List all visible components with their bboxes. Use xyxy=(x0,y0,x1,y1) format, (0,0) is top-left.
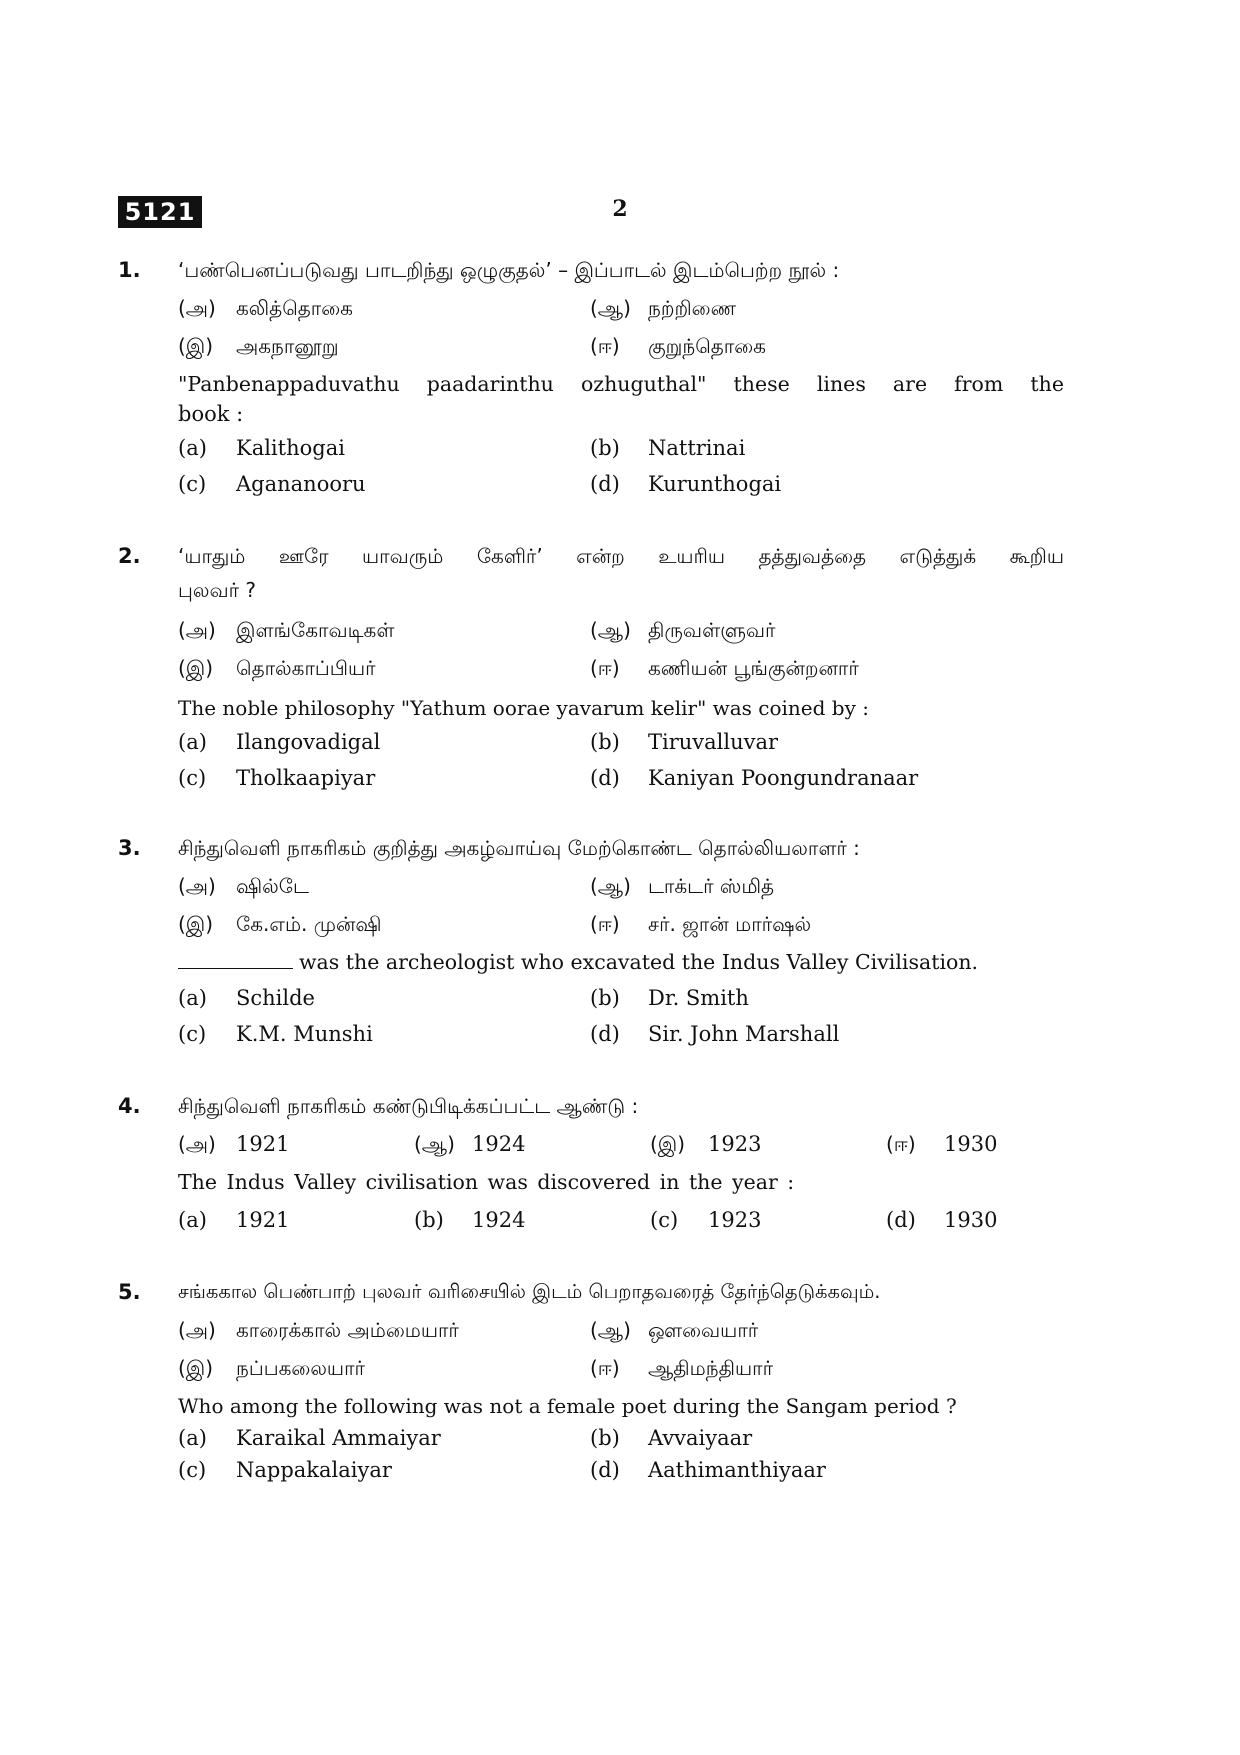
tamil-option-d: (ஈ) ஆதிமந்தியார் xyxy=(590,1356,774,1380)
english-question: "Panbenappaduvathu paadarinthu ozhuguthal" these lines are from the xyxy=(178,372,1064,396)
english-question: Who among the following was not a female poet during the Sangam period ? xyxy=(178,1394,957,1418)
tamil-question-continued: புலவர் ? xyxy=(178,578,257,602)
tamil-option-d: (ஈ) கணியன் பூங்குன்றனார் xyxy=(590,656,859,680)
tamil-question: சங்ககால பெண்பாற் புலவர் வரிசையில் இடம் பெறாதவரைத் தேர்ந்தெடுக்கவும். xyxy=(178,1280,881,1303)
english-question: The noble philosophy "Yathum oorae yavarum kelir" was coined by : xyxy=(178,696,869,720)
tamil-question: சிந்துவெளி நாகரிகம் குறித்து அகழ்வாய்வு மேற்கொண்ட தொல்லியலாளர் : xyxy=(178,836,860,860)
tamil-option-b: (ஆ) நற்றிணை xyxy=(590,296,737,320)
tamil-option-d: (ஈ) குறுந்தொகை xyxy=(590,334,766,358)
english-option-c: (c) 1923 xyxy=(650,1208,762,1232)
english-option-b: (b) Tiruvalluvar xyxy=(590,730,779,754)
question-3 xyxy=(118,836,1064,1056)
page-number: 2 xyxy=(612,196,628,222)
english-option-b: (b) 1924 xyxy=(414,1208,526,1232)
tamil-option-c: (இ) கே.எம். முன்ஷி xyxy=(178,912,382,936)
question-4 xyxy=(118,1094,1064,1244)
question-number: 4. xyxy=(118,1094,141,1118)
tamil-option-d: (ஈ) 1930 xyxy=(886,1132,998,1156)
english-option-b: (b) Dr. Smith xyxy=(590,986,749,1010)
english-option-a: (a) Karaikal Ammaiyar xyxy=(178,1426,441,1450)
tamil-option-c: (இ) அகநானூறு xyxy=(178,334,339,358)
english-option-b: (b) Avvaiyaar xyxy=(590,1426,753,1450)
tamil-option-c: (இ) நப்பகலையார் xyxy=(178,1356,365,1380)
tamil-option-d: (ஈ) சர். ஜான் மார்ஷல் xyxy=(590,912,812,936)
tamil-option-a: (அ) 1921 xyxy=(178,1132,290,1156)
english-option-d: (d) Kaniyan Poongundranaar xyxy=(590,766,919,790)
question-1 xyxy=(118,258,1064,498)
english-question: The Indus Valley civilisation was discovered in the year : xyxy=(178,1170,795,1194)
english-option-a: (a) Kalithogai xyxy=(178,436,345,460)
tamil-option-b: (ஆ) 1924 xyxy=(414,1132,526,1156)
tamil-option-b: (ஆ) ஔவையார் xyxy=(590,1318,759,1342)
tamil-option-b: (ஆ) டாக்டர் ஸ்மித் xyxy=(590,874,775,898)
english-option-c: (c) Nappakalaiyar xyxy=(178,1458,392,1482)
tamil-option-c: (இ) தொல்காப்பியர் xyxy=(178,656,376,680)
answer-blank xyxy=(178,968,293,969)
english-question: was the archeologist who excavated the Indus Valley Civilisation. xyxy=(178,950,1064,974)
question-number: 3. xyxy=(118,836,141,860)
tamil-question: ‘பண்பெனப்படுவது பாடறிந்து ஒழுகுதல்’ – இப்பாடல் இடம்பெற்ற நூல் : xyxy=(178,258,840,282)
english-option-a: (a) Schilde xyxy=(178,986,315,1010)
english-option-a: (a) 1921 xyxy=(178,1208,290,1232)
tamil-option-a: (அ) இளங்கோவடிகள் xyxy=(178,618,395,642)
question-2 xyxy=(118,544,1064,794)
english-option-d: (d) 1930 xyxy=(886,1208,998,1232)
question-number: 5. xyxy=(118,1280,141,1304)
english-question-continued: book : xyxy=(178,402,244,426)
english-option-b: (b) Nattrinai xyxy=(590,436,746,460)
question-5 xyxy=(118,1280,1064,1500)
english-option-c: (c) Agananooru xyxy=(178,472,366,496)
english-option-d: (d) Aathimanthiyaar xyxy=(590,1458,826,1482)
english-option-c: (c) Tholkaapiyar xyxy=(178,766,376,790)
question-number: 2. xyxy=(118,544,141,568)
tamil-option-a: (அ) ஷில்டே xyxy=(178,874,309,898)
question-number: 1. xyxy=(118,258,141,282)
tamil-option-a: (அ) கலித்தொகை xyxy=(178,296,353,320)
english-option-d: (d) Kurunthogai xyxy=(590,472,782,496)
english-option-c: (c) K.M. Munshi xyxy=(178,1022,373,1046)
tamil-option-c: (இ) 1923 xyxy=(650,1132,762,1156)
english-option-d: (d) Sir. John Marshall xyxy=(590,1022,840,1046)
paper-code-badge: 5121 xyxy=(118,196,202,228)
tamil-question: ‘யாதும் ஊரே யாவரும் கேளிர்’ என்ற உயரிய தத்துவத்தை எடுத்துக் கூறிய xyxy=(178,544,1064,568)
english-option-a: (a) Ilangovadigal xyxy=(178,730,381,754)
tamil-option-b: (ஆ) திருவள்ளுவர் xyxy=(590,618,776,642)
tamil-option-a: (அ) காரைக்கால் அம்மையார் xyxy=(178,1318,459,1342)
tamil-question: சிந்துவெளி நாகரிகம் கண்டுபிடிக்கப்பட்ட ஆண்டு : xyxy=(178,1094,639,1118)
